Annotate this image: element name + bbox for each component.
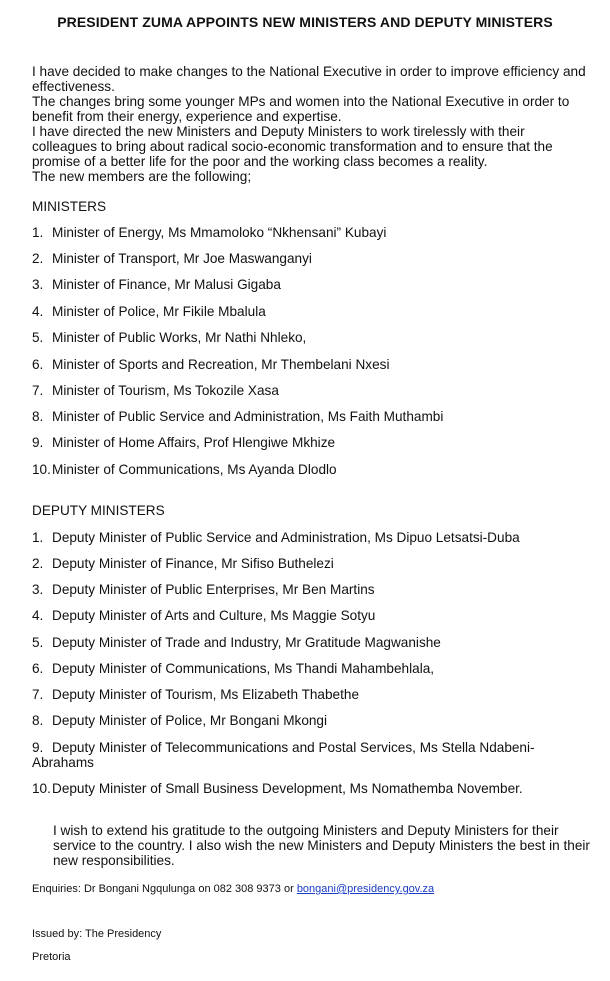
item-number: 8. <box>32 713 44 728</box>
enquiries-line <box>32 883 434 895</box>
deputy-minister-item <box>32 713 592 728</box>
item-number: 10. <box>32 462 51 477</box>
intro-paragraph: I have directed the new Ministers and Deputy Ministers to work tirelessly with their colleagues to bring about radical socio-economic transformation and to ensure that the promise of a better life for the poor and the working class becomes a reality. <box>32 124 553 169</box>
deputy-minister-item <box>32 635 592 650</box>
item-number: 5. <box>32 635 44 650</box>
item-text: Minister of Finance, Mr Malusi Gigaba <box>52 277 281 292</box>
ministers-heading: MINISTERS <box>32 199 107 214</box>
item-text: Deputy Minister of Arts and Culture, Ms Maggie Sotyu <box>52 608 376 623</box>
item-text: Minister of Transport, Mr Joe Maswanganyi <box>52 251 312 266</box>
deputy-minister-item <box>32 608 592 623</box>
item-number: 4. <box>32 608 44 623</box>
minister-item <box>32 330 592 345</box>
item-text: Deputy Minister of Communications, Ms Thandi Mahambehlala, <box>52 661 435 676</box>
intro-paragraph: I have decided to make changes to the National Executive in order to improve efficiency and effectiveness. <box>32 64 586 94</box>
minister-item <box>32 462 592 477</box>
deputy-minister-item <box>32 661 592 676</box>
enquiries-text: Enquiries: Dr Bongani Ngqulunga on 082 308 9373 or <box>32 883 297 895</box>
item-number: 10. <box>32 781 51 796</box>
item-text: Minister of Energy, Ms Mmamoloko “Nkhensani” Kubayi <box>52 225 387 240</box>
item-number: 1. <box>32 530 44 545</box>
item-text: Minister of Sports and Recreation, Mr Thembelani Nxesi <box>52 357 390 372</box>
deputy-minister-item <box>32 582 592 597</box>
item-number: 4. <box>32 304 44 319</box>
item-number: 6. <box>32 357 44 372</box>
intro-text <box>32 64 592 184</box>
deputy-minister-item <box>32 687 592 702</box>
minister-item <box>32 435 592 450</box>
item-text: Minister of Communications, Ms Ayanda Dlodlo <box>52 462 337 477</box>
item-text: Deputy Minister of Small Business Development, Ms Nomathemba November. <box>52 781 523 796</box>
minister-item <box>32 409 592 424</box>
closing-paragraph: I wish to extend his gratitude to the outgoing Ministers and Deputy Ministers for their service to the country. I also wish the new Ministers and Deputy Ministers the best in their new responsibilities. <box>53 823 590 868</box>
issue-location: Pretoria <box>32 951 71 963</box>
item-text: Deputy Minister of Police, Mr Bongani Mkongi <box>52 713 328 728</box>
item-number: 6. <box>32 661 44 676</box>
item-text: Deputy Minister of Finance, Mr Sifiso Buthelezi <box>52 556 334 571</box>
item-text: Deputy Minister of Telecommunications and Postal Services, Ms Stella Ndabeni-Abrahams <box>32 740 535 770</box>
deputy-minister-item <box>32 781 592 796</box>
minister-item <box>32 277 592 292</box>
issued-by: Issued by: The Presidency <box>32 928 162 940</box>
item-text: Minister of Police, Mr Fikile Mbalula <box>52 304 266 319</box>
item-text: Deputy Minister of Tourism, Ms Elizabeth Thabethe <box>52 687 360 702</box>
item-text: Minister of Home Affairs, Prof Hlengiwe Mkhize <box>52 435 336 450</box>
deputy-minister-item <box>32 530 592 545</box>
minister-item <box>32 225 592 240</box>
item-text: Minister of Public Service and Administration, Ms Faith Muthambi <box>52 409 444 424</box>
item-number: 7. <box>32 687 44 702</box>
minister-item <box>32 251 592 266</box>
item-text: Deputy Minister of Public Service and Administration, Ms Dipuo Letsatsi-Duba <box>52 530 520 545</box>
item-number: 1. <box>32 225 44 240</box>
item-number: 3. <box>32 582 44 597</box>
intro-paragraph: The changes bring some younger MPs and women into the National Executive in order to benefit from their energy, experience and expertise. <box>32 94 570 124</box>
item-number: 9. <box>32 435 44 450</box>
item-text: Deputy Minister of Trade and Industry, Mr Gratitude Magwanishe <box>52 635 441 650</box>
minister-item <box>32 357 592 372</box>
item-number: 2. <box>32 556 44 571</box>
minister-item <box>32 304 592 319</box>
item-text: Deputy Minister of Public Enterprises, Mr Ben Martins <box>52 582 375 597</box>
item-text: Minister of Public Works, Mr Nathi Nhleko, <box>52 330 307 345</box>
item-number: 7. <box>32 383 44 398</box>
deputy-minister-item <box>32 740 592 770</box>
email-link[interactable]: bongani@presidency.gov.za <box>296 883 435 895</box>
item-number: 2. <box>32 251 44 266</box>
page-title: PRESIDENT ZUMA APPOINTS NEW MINISTERS AND DEPUTY MINISTERS <box>57 14 553 30</box>
item-number: 3. <box>32 277 44 292</box>
deputy-minister-item <box>32 556 592 571</box>
item-number: 8. <box>32 409 44 424</box>
deputy-ministers-heading: DEPUTY MINISTERS <box>32 503 165 518</box>
item-number: 5. <box>32 330 44 345</box>
intro-paragraph: The new members are the following; <box>32 169 252 184</box>
minister-item <box>32 383 592 398</box>
item-text: Minister of Tourism, Ms Tokozile Xasa <box>52 383 279 398</box>
item-number: 9. <box>32 740 44 755</box>
